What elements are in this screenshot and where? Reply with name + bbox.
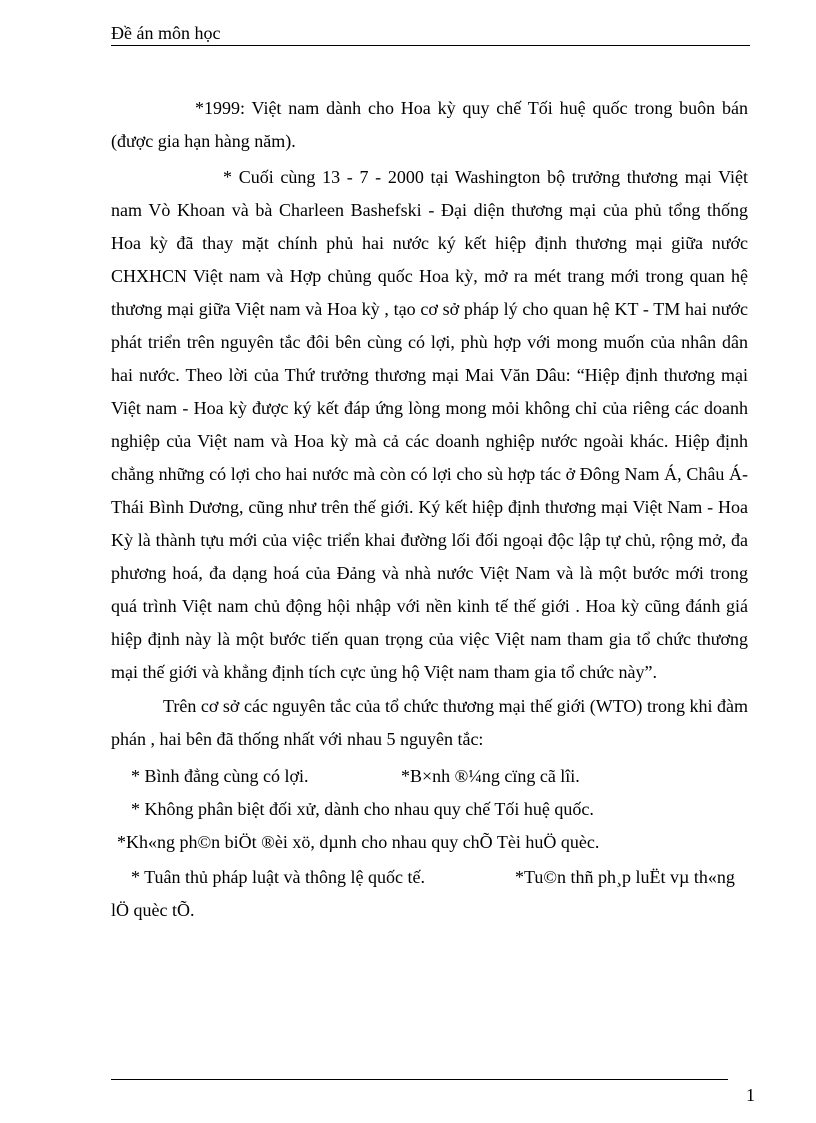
paragraph-agreement: * Cuối cùng 13 - 7 - 2000 tại Washington bộ trưởng thương mại Việt nam Vò Khoan và bà Charleen Bashefski - Đại diện thương mại của phủ tổng thống Hoa kỳ đã thay mặt chính phủ hai nước ký kết hiệp định thương mại giữa nước CHXHCN Việt nam và Hợp chủng quốc Hoa kỳ, mở ra mét trang mới trong quan hệ thương mại giữa Việt nam và Hoa kỳ , tạo cơ sở pháp lý cho quan hệ KT - TM hai nước phát triển trên nguyên tắc đôi bên cùng có lợi, phù hợp với mong muốn của nhân dân hai nước. Theo lời của Thứ trưởng thương mại Mai Văn Dâu: “Hiệp định thương mại Việt nam - Hoa kỳ được ký kết đáp ứng lòng mong mỏi không chỉ của riêng các doanh nghiệp của Việt nam và Hoa kỳ mà cả các doanh nghiệp nước ngoài khác. Hiệp định chẳng những có lợi cho hai nước mà còn có lợi cho sù hợp tác ở Đông Nam Á, Châu Á- Thái Bình Dương, cũng như trên thế giới. Ký kết hiệp định thương mại Việt Nam - Hoa Kỳ là thành tựu mới của việc triển khai đường lối đối ngoại độc lập tự chủ, rộng mở, đa phương hoá, đa dạng hoá của Đảng và nhà nước Việt Nam và là một bước mới trong quá trình Việt nam chủ động hội nhập với nền kinh tế thế giới . Hoa kỳ cũng đánh giá hiệp định này là một bước tiến quan trọng của việc Việt nam tham gia tổ chức thương mại thế giới và khẳng định tích cực ủng hộ Việt nam tham gia tổ chức này”. (111, 167, 748, 682)
principle-line-2: * Không phân biệt đối xử, dành cho nhau quy chế Tối huệ quốc. (131, 799, 594, 819)
principle-line-1 (131, 760, 768, 793)
principles-list (111, 756, 748, 931)
paragraph-wto-principles: Trên cơ sở các nguyên tắc của tổ chức thương mại thế giới (WTO) trong khi đàm phán , hai bên đã thống nhất với nhau 5 nguyên tắc: (111, 696, 748, 749)
principle-line-5-encoded: lÖ quèc tÕ. (111, 900, 195, 920)
principle-line-4 (131, 861, 768, 894)
principle-line-3-encoded: *Kh«ng ph©n biÖt ®èi xö, dµnh cho nhau quy chÕ Tèi huÖ quèc. (117, 832, 600, 852)
principle-1-text: * Bình đẳng cùng có lợi. (131, 766, 309, 786)
header-divider (111, 45, 750, 46)
principle-4-encoded-text: *Tu©n thñ ph¸p luËt vµ th«ng (515, 867, 735, 887)
header-title: Đề án môn học (111, 23, 221, 43)
document-body (111, 92, 748, 931)
paragraph-1999: *1999: Việt nam dành cho Hoa kỳ quy chế Tối huệ quốc trong buôn bán (được gia hạn hàng năm). (111, 98, 748, 151)
footer-divider (111, 1079, 728, 1080)
principle-4-text: * Tuân thủ pháp luật và thông lệ quốc tế. (131, 867, 425, 887)
page-number: 1 (746, 1085, 755, 1105)
principle-1-encoded-text: *B×nh ®¼ng cïng cã lîi. (401, 766, 580, 786)
